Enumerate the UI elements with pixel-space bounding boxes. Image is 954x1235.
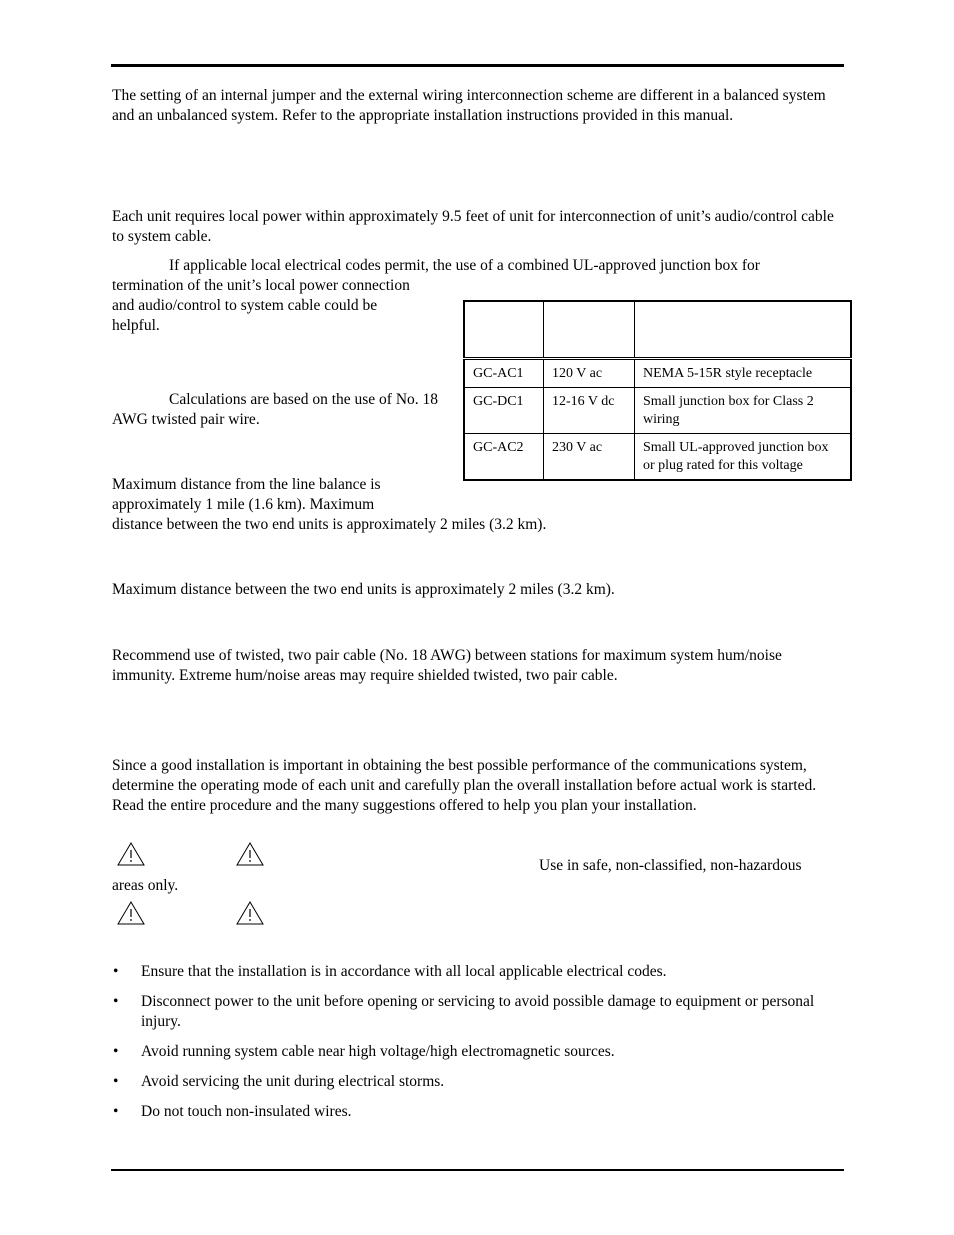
header-rule bbox=[111, 64, 844, 67]
power-requirement-paragraph: Each unit requires local power within approximately 9.5 feet of unit for interconnection of unit’s audio/control cable to system cable. bbox=[112, 208, 834, 245]
table-row bbox=[464, 434, 851, 481]
precautions-list bbox=[112, 962, 842, 1132]
table-row bbox=[464, 388, 851, 434]
bullet-icon: • bbox=[113, 963, 119, 980]
warning-text: Use in safe, non-classified, non-hazardous bbox=[539, 857, 802, 874]
list-item: • Do not touch non-insulated wires. bbox=[113, 1103, 352, 1120]
warning-triangle-icon bbox=[236, 842, 264, 866]
bullet-icon: • bbox=[113, 1073, 119, 1090]
balanced-distance-part2: distance between the two end units is approximately 2 miles (3.2 km). bbox=[112, 516, 547, 533]
power-options-table bbox=[463, 300, 852, 481]
bullet-icon: • bbox=[113, 1103, 119, 1120]
bullet-icon: • bbox=[113, 1043, 119, 1060]
warning-triangle-icon bbox=[236, 901, 264, 925]
voltage-cell: 120 V ac bbox=[544, 359, 635, 388]
model-cell: GC-DC1 bbox=[464, 388, 544, 434]
warning-triangle-icon bbox=[117, 842, 145, 866]
calculation-note: Calculations are based on the use of No. 18 AWG twisted pair wire. bbox=[112, 391, 439, 428]
voltage-cell: 230 V ac bbox=[544, 434, 635, 481]
cable-recommendation: Recommend use of twisted, two pair cable (No. 18 AWG) between stations for maximum system hum/noise immunity. Extreme hum/noise areas may require shielded twisted, two pair cable. bbox=[112, 647, 782, 684]
header-cell-voltage bbox=[544, 301, 635, 359]
warning-text-continued: areas only. bbox=[112, 877, 179, 894]
connection-cell: NEMA 5-15R style receptacle bbox=[635, 359, 852, 388]
voltage-cell: 12-16 V dc bbox=[544, 388, 635, 434]
header-cell-connection bbox=[635, 301, 852, 359]
installation-paragraph: Since a good installation is important in obtaining the best possible performance of the communications system, determine the operating mode of each unit and carefully plan the overall installation before actual work is started. Read the entire procedure and the many suggestions offered to help you plan your installation. bbox=[112, 757, 817, 814]
list-item: • Ensure that the installation is in accordance with all local applicable electrical codes. bbox=[113, 963, 667, 980]
connection-cell: Small junction box for Class 2 wiring bbox=[635, 388, 852, 434]
junction-box-line-2: termination of the unit’s local power connection bbox=[112, 277, 410, 294]
intro-paragraph: The setting of an internal jumper and the external wiring interconnection scheme are different in a balanced system and an unbalanced system. Refer to the appropriate installation instructions provided in this manual. bbox=[112, 87, 826, 124]
junction-box-line-1: If applicable local electrical codes permit, the use of a combined UL-approved junction box for bbox=[169, 257, 760, 274]
warning-icons-row bbox=[112, 901, 852, 929]
bullet-icon: • bbox=[113, 993, 119, 1010]
list-item: • Disconnect power to the unit before opening or servicing to avoid possible damage to equipment or personal injury. bbox=[113, 993, 815, 1030]
table-row bbox=[464, 359, 851, 388]
list-item: • Avoid servicing the unit during electrical storms. bbox=[113, 1073, 445, 1090]
unbalanced-distance: Maximum distance between the two end units is approximately 2 miles (3.2 km). bbox=[112, 581, 615, 598]
junction-box-rest: and audio/control to system cable could be helpful. bbox=[112, 297, 378, 334]
warning-notice bbox=[112, 842, 852, 890]
balanced-distance-part1: Maximum distance from the line balance is approximately 1 mile (1.6 km). Maximum bbox=[112, 476, 381, 513]
footer-rule bbox=[111, 1169, 844, 1171]
table-header-row bbox=[464, 301, 851, 359]
connection-cell: Small UL-approved junction box or plug rated for this voltage bbox=[635, 434, 852, 481]
model-cell: GC-AC1 bbox=[464, 359, 544, 388]
model-cell: GC-AC2 bbox=[464, 434, 544, 481]
list-item: • Avoid running system cable near high voltage/high electromagnetic sources. bbox=[113, 1043, 615, 1060]
warning-triangle-icon bbox=[117, 901, 145, 925]
header-cell-model bbox=[464, 301, 544, 359]
